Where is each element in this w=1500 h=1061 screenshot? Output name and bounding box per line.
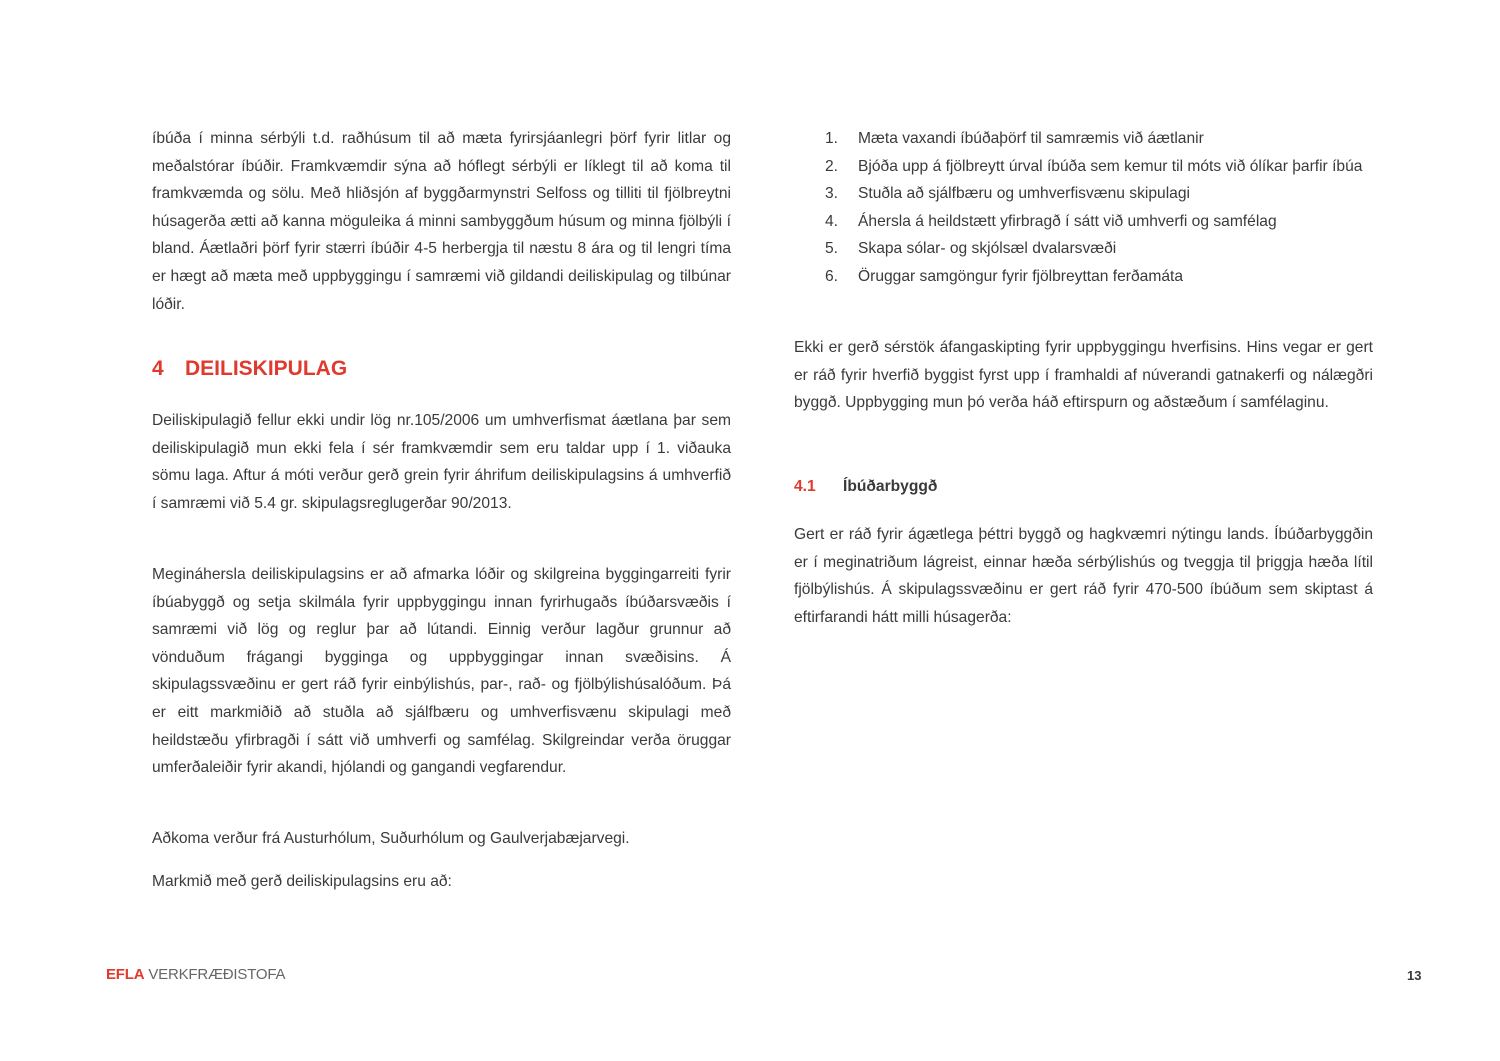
section-number: 4 (152, 357, 164, 380)
list-text: Bjóða upp á fjölbreytt úrval íbúða sem kemur til móts við ólíkar þarfir íbúa (858, 157, 1363, 175)
list-item (794, 263, 1373, 291)
list-item (794, 125, 1373, 153)
paragraph-main-focus: Megináhersla deiliskipulagsins er að afmarka lóðir og skilgreina byggingarreiti fyrir íbúabyggð og setja skilmála fyrir uppbyggingu innan fyrirhugaðs íbúðarsvæðis í samræmi við lög og reglur þar að lútandi. Einnig verður lagður grunnur að vönduðum frágangi bygginga og uppbyggingar innan svæðisins. Á skipulagssvæðinu er gert ráð fyrir einbýlishús, par-, rað- og fjölbýlishúsalóðum. Þá er eitt markmiðið að stuðla að sjálfbæru og umhverfisvænu skipulagi með heildstæðu yfirbragði í sátt við umhverfi og samfélag. Skilgreindar verða öruggar umferðaleiðir fyrir akandi, hjólandi og gangandi vegfarendur. (152, 566, 731, 777)
paragraph-goals-intro: Markmið með gerð deiliskipulagsins eru að: (152, 873, 452, 890)
subsection-number: 4.1 (794, 478, 816, 495)
list-number: 6. (825, 267, 839, 285)
list-number: 5. (825, 240, 839, 258)
list-text: Stuðla að sjálfbæru og umhverfisvænu skipulagi (858, 185, 1190, 203)
list-text: Mæta vaxandi íbúðaþörf til samræmis við áætlanir (858, 130, 1204, 147)
list-item (794, 235, 1373, 263)
list-text: Öruggar samgöngur fyrir fjölbreyttan ferðamáta (858, 267, 1184, 285)
list-item (794, 153, 1373, 181)
page-number: 13 (1407, 968, 1422, 983)
list-item (794, 208, 1373, 236)
list-number: 3. (825, 185, 839, 203)
paragraph-phasing: Ekki er gerð sérstök áfangaskipting fyrir uppbyggingu hverfisins. Hins vegar er gert er ráð fyrir hverfið byggist fyrst upp í framhaldi af núverandi gatnakerfi og nálægðri byggð. Uppbygging mun þó verða háð eftirspurn og aðstæðum í samfélaginu. (794, 339, 1373, 412)
footer-logo (106, 966, 285, 983)
paragraph-housing: Gert er ráð fyrir ágætlega þéttri byggð og hagkvæmri nýtingu lands. Íbúðarbyggðin er í meginatriðum lágreist, einnar hæða sérbýlishús og tveggja til þriggja hæða lítil fjölbýlishús. Á skipulagssvæðinu er gert ráð fyrir 470-500 íbúðum sem skiptast á eftirfarandi hátt milli húsagerða: (794, 526, 1373, 626)
section-title: DEILISKIPULAG (185, 357, 348, 380)
list-text: Áhersla á heildstætt yfirbragð í sátt við umhverfi og samfélag (858, 212, 1277, 230)
list-number: 1. (825, 130, 839, 147)
subsection-title: Íbúðarbyggð (843, 478, 938, 495)
goals-list (794, 125, 1373, 291)
list-text: Skapa sólar- og skjólsæl dvalarsvæði (858, 240, 1117, 258)
company-name: VERKFRÆÐISTOFA (148, 966, 286, 983)
section-heading (152, 357, 347, 381)
paragraph-access: Aðkoma verður frá Austurhólum, Suðurhólum og Gaulverjabæjarvegi. (152, 830, 630, 847)
brand-name: EFLA (106, 966, 145, 983)
list-number: 4. (825, 212, 839, 230)
subsection-heading (794, 478, 937, 496)
intro-paragraph: íbúða í minna sérbýli t.d. raðhúsum til að mæta fyrirsjáanlegri þörf fyrir litlar og meðalstórar íbúðir. Framkvæmdir sýna að hóflegt sérbýli er líklegt til að koma til framkvæmda og sölu. Með hliðsjón af byggðarmynstri Selfoss og tilliti til fjölbreytni húsagerða ætti að kanna möguleika á minni sambyggðum húsum og minna fjölbýli í bland. Áætlaðri þörf fyrir stærri íbúðir 4-5 herbergja til næstu 8 ára og til lengri tíma er hægt að mæta með uppbyggingu í samræmi við gildandi deiliskipulag og tilbúnar lóðir. (152, 130, 731, 313)
paragraph-environmental-assessment: Deiliskipulagið fellur ekki undir lög nr.105/2006 um umhverfismat áætlana þar sem deiliskipulagið mun ekki fela í sér framkvæmdir sem eru taldar upp í 1. viðauka sömu laga. Aftur á móti verður gerð grein fyrir áhrifum deiliskipulagsins á umhverfið í samræmi við 5.4 gr. skipulagsreglugerðar 90/2013. (152, 412, 731, 512)
list-number: 2. (825, 157, 839, 175)
list-item (794, 180, 1373, 208)
